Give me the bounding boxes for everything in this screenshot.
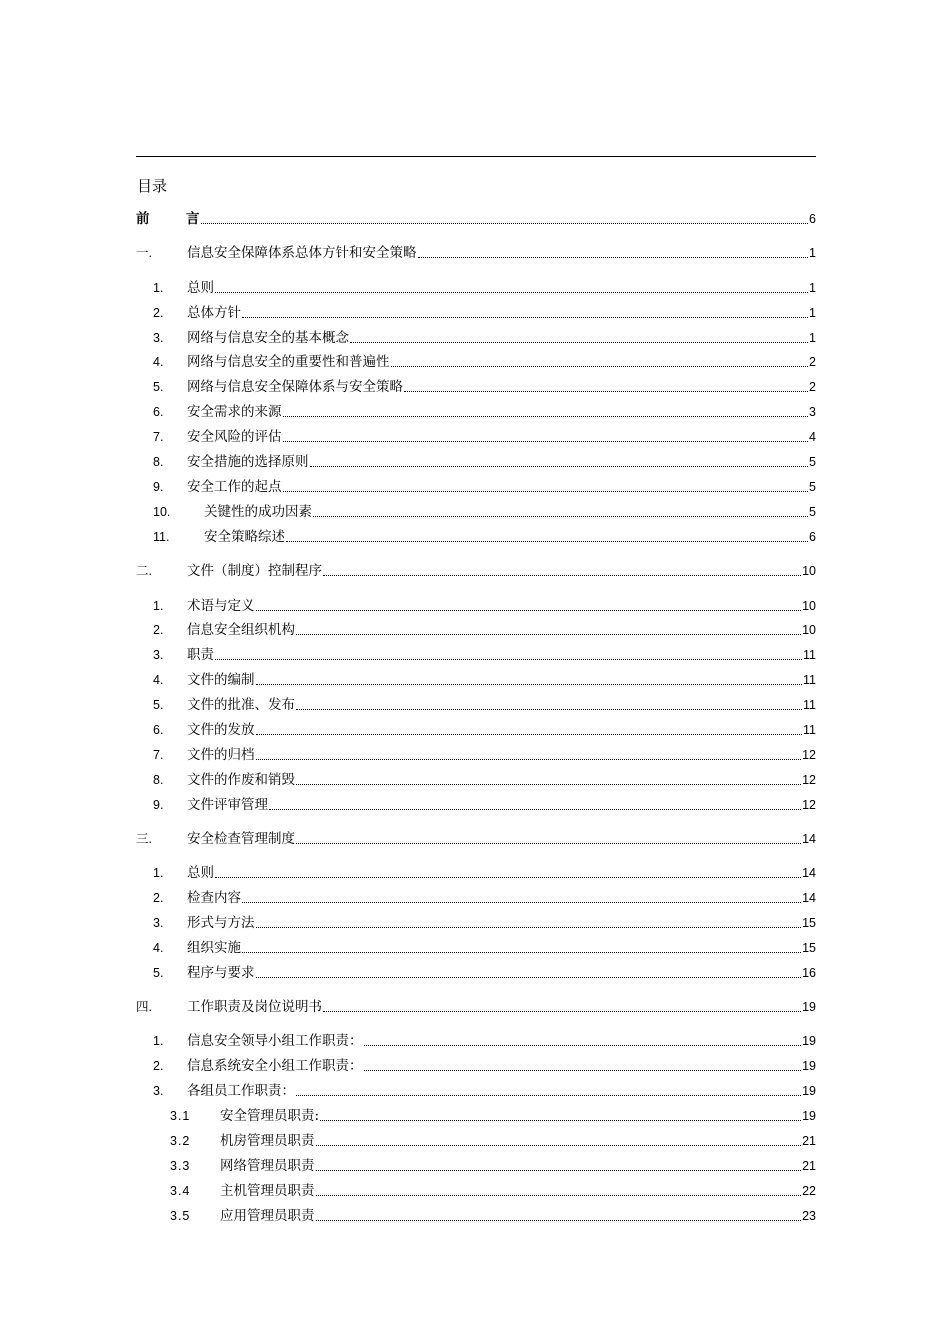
leader-dots <box>316 1144 802 1146</box>
toc-page-number: 19 <box>802 1084 816 1098</box>
toc-entry-number: 6. <box>153 405 164 419</box>
toc-page-number: 10 <box>802 564 816 578</box>
toc-entry-title: 安全管理员职责: <box>220 1108 320 1124</box>
toc-entry-title: 安全检查管理制度 <box>187 831 295 847</box>
toc-page-number: 10 <box>802 623 816 637</box>
toc-page-number: 11 <box>803 648 816 662</box>
toc-entry-number: 3.5 <box>170 1209 191 1223</box>
toc-page-number: 4 <box>809 430 816 444</box>
toc-entry[interactable] <box>136 997 816 1017</box>
toc-page-number: 1 <box>809 306 816 320</box>
toc-entry-number: 8. <box>153 773 164 787</box>
toc-entry-number: 5. <box>153 698 164 712</box>
toc-entry-title: 形式与方法 <box>187 915 255 931</box>
toc-page-number: 10 <box>802 599 816 613</box>
toc-entry-number: 二. <box>136 564 152 578</box>
leader-dots <box>296 783 801 785</box>
leader-dots <box>256 758 802 760</box>
toc-page-number: 11 <box>803 723 816 737</box>
toc-entry[interactable] <box>136 963 816 983</box>
preface-char-2: 言 <box>186 211 200 227</box>
toc-entry-number: 7. <box>153 430 164 444</box>
leader-dots <box>242 901 801 903</box>
leader-dots <box>296 1094 801 1096</box>
toc-entry-title: 组织实施 <box>187 940 241 956</box>
toc-page-number: 12 <box>802 748 816 762</box>
toc-page-number: 19 <box>802 1109 816 1123</box>
leader-dots <box>404 390 808 392</box>
toc-entry[interactable] <box>136 328 816 348</box>
leader-dots <box>418 256 809 258</box>
toc-entry-number: 一. <box>136 246 152 260</box>
toc-page-number: 1 <box>809 246 816 260</box>
toc-entry[interactable] <box>136 829 816 849</box>
toc-page-number: 19 <box>802 1034 816 1048</box>
toc-entry-title: 网络与信息安全的重要性和普遍性 <box>187 354 390 370</box>
toc-entry-number: 三. <box>136 832 152 846</box>
toc-entry-title: 程序与要求 <box>187 965 255 981</box>
toc-entry[interactable] <box>136 427 816 447</box>
toc-entry-preface[interactable] <box>136 209 816 229</box>
toc-entry-title: 文件（制度）控制程序 <box>187 563 322 579</box>
toc-entry-number: 5. <box>153 966 164 980</box>
toc-entry[interactable] <box>136 888 816 908</box>
toc-entry[interactable] <box>136 561 816 581</box>
toc-entry[interactable] <box>136 1031 816 1051</box>
toc-page-number: 1 <box>809 331 816 345</box>
toc-entry[interactable] <box>136 620 816 640</box>
toc-page-number: 2 <box>809 380 816 394</box>
toc-entry-title: 信息安全组织机构 <box>187 622 295 638</box>
toc-entry-title: 信息系统安全小组工作职责： <box>187 1058 363 1074</box>
toc-entry-title: 各组员工作职责： <box>187 1083 295 1099</box>
toc-title: 目录 <box>137 177 168 195</box>
toc-entry-number: 3. <box>153 331 164 345</box>
toc-entry-title: 安全需求的来源 <box>187 404 282 420</box>
toc-entry[interactable] <box>136 1106 816 1126</box>
toc-entry[interactable] <box>136 720 816 740</box>
toc-entry-number: 1. <box>153 281 164 295</box>
leader-dots <box>242 316 808 318</box>
toc-page-number: 12 <box>802 773 816 787</box>
toc-entry[interactable] <box>136 863 816 883</box>
leader-dots <box>256 683 803 685</box>
leader-dots <box>296 842 801 844</box>
toc-entry[interactable] <box>136 770 816 790</box>
toc-entry-title: 安全工作的起点 <box>187 479 282 495</box>
toc-entry[interactable] <box>136 303 816 323</box>
toc-entry[interactable] <box>136 452 816 472</box>
toc-page-number: 15 <box>802 941 816 955</box>
toc-entry-number: 4. <box>153 673 164 687</box>
toc-entry[interactable] <box>136 795 816 815</box>
toc-entry-title: 网络管理员职责 <box>220 1158 315 1174</box>
header-rule <box>136 156 816 157</box>
toc-page-number: 5 <box>809 480 816 494</box>
toc-entry-title: 文件的编制 <box>187 672 255 688</box>
toc-entry[interactable] <box>136 695 816 715</box>
toc-entry-title: 工作职责及岗位说明书 <box>187 999 322 1015</box>
toc-entry-number: 8. <box>153 455 164 469</box>
toc-entry-number: 2. <box>153 1059 164 1073</box>
leader-dots <box>283 415 809 417</box>
toc-entry[interactable] <box>136 745 816 765</box>
leader-dots <box>296 708 802 710</box>
leader-dots <box>269 808 801 810</box>
toc-page-number: 22 <box>802 1184 816 1198</box>
toc-entry[interactable] <box>136 645 816 665</box>
leader-dots <box>323 574 801 576</box>
toc-entry-title: 安全风险的评估 <box>187 429 282 445</box>
toc-entry-number: 11. <box>153 530 170 544</box>
toc-entry[interactable] <box>136 1181 816 1201</box>
toc-page-number: 14 <box>802 866 816 880</box>
toc-page-number: 19 <box>802 1000 816 1014</box>
toc-entry-number: 1. <box>153 1034 164 1048</box>
leader-dots <box>242 951 801 953</box>
toc-page-number: 12 <box>802 798 816 812</box>
toc-entry-number: 9. <box>153 798 164 812</box>
toc-entry-title: 文件的批准、发布 <box>187 697 295 713</box>
toc-page-number: 15 <box>802 916 816 930</box>
toc-entry-title: 文件的归档 <box>187 747 255 763</box>
toc-entry-title: 应用管理员职责 <box>220 1208 315 1224</box>
toc-entry-number: 4. <box>153 355 164 369</box>
toc-entry-number: 2. <box>153 891 164 905</box>
toc-entry-number: 3. <box>153 648 164 662</box>
leader-dots <box>364 1069 802 1071</box>
toc-entry-number: 3.1 <box>170 1109 191 1123</box>
toc-page-number: 6 <box>809 212 816 226</box>
toc-page-number: 16 <box>802 966 816 980</box>
toc-entry-title: 机房管理员职责 <box>220 1133 315 1149</box>
toc-entry-number: 1. <box>153 599 164 613</box>
toc-entry-title: 主机管理员职责 <box>220 1183 315 1199</box>
toc-entry-title: 网络与信息安全的基本概念 <box>187 330 349 346</box>
toc-page-number: 11 <box>803 698 816 712</box>
leader-dots <box>215 291 808 293</box>
leader-dots <box>283 440 809 442</box>
toc-entry-title: 文件的作废和销毁 <box>187 772 295 788</box>
toc-entry[interactable] <box>136 502 816 522</box>
toc-entry-number: 6. <box>153 723 164 737</box>
toc-entry-number: 3. <box>153 1084 164 1098</box>
toc-entry[interactable] <box>136 1156 816 1176</box>
toc-entry[interactable] <box>136 938 816 958</box>
toc-entry-title: 关键性的成功因素 <box>204 504 312 520</box>
leader-dots <box>323 1010 801 1012</box>
leader-dots <box>364 1044 802 1046</box>
toc-entry-title: 职责 <box>187 647 214 663</box>
toc-entry-number: 10. <box>153 505 171 519</box>
toc-entry-number: 3.2 <box>170 1134 191 1148</box>
toc-entry-number: 2. <box>153 306 164 320</box>
preface-char-1: 前 <box>136 211 150 227</box>
leader-dots <box>286 540 808 542</box>
leader-dots <box>256 976 802 978</box>
toc-entry-title: 安全措施的选择原则 <box>187 454 309 470</box>
toc-page-number: 5 <box>809 455 816 469</box>
leader-dots <box>313 515 808 517</box>
toc-entry-title: 文件的发放 <box>187 722 255 738</box>
toc-entry-title: 安全策略综述 <box>204 529 285 545</box>
toc-page-number: 21 <box>802 1159 816 1173</box>
toc-entry-number: 1. <box>153 866 164 880</box>
toc-entry-number: 3.3 <box>170 1159 191 1173</box>
leader-dots <box>296 633 801 635</box>
toc-entry[interactable] <box>136 477 816 497</box>
leader-dots <box>256 609 802 611</box>
toc-entry-title: 网络与信息安全保障体系与安全策略 <box>187 379 403 395</box>
toc-entry[interactable] <box>136 913 816 933</box>
leader-dots <box>215 876 801 878</box>
leader-dots <box>283 490 809 492</box>
toc-entry-number: 7. <box>153 748 164 762</box>
leader-dots <box>310 465 809 467</box>
leader-dots <box>215 658 802 660</box>
toc-entry-title: 信息安全保障体系总体方针和安全策略 <box>187 245 417 261</box>
toc-entry-number: 4. <box>153 941 164 955</box>
toc-entry-title: 总则 <box>187 280 214 296</box>
leader-dots <box>391 365 809 367</box>
toc-page-number: 2 <box>809 355 816 369</box>
toc-entry-title: 总则 <box>187 865 214 881</box>
toc-page-number: 19 <box>802 1059 816 1073</box>
toc-entry[interactable] <box>136 243 816 263</box>
toc-entry-title: 信息安全领导小组工作职责： <box>187 1033 363 1049</box>
leader-dots <box>316 1194 802 1196</box>
toc-entry[interactable] <box>136 596 816 616</box>
toc-page-number: 6 <box>809 530 816 544</box>
toc-page-number: 14 <box>802 832 816 846</box>
toc-entry[interactable] <box>136 1056 816 1076</box>
toc-entry[interactable] <box>136 1131 816 1151</box>
toc-entry[interactable] <box>136 670 816 690</box>
toc-entry-number: 四. <box>136 1000 152 1014</box>
toc-entry-title: 总体方针 <box>187 305 241 321</box>
toc-entry[interactable] <box>136 377 816 397</box>
toc-entry[interactable] <box>136 527 816 547</box>
toc-entry[interactable] <box>136 1081 816 1101</box>
toc-entry[interactable] <box>136 278 816 298</box>
leader-dots <box>350 341 808 343</box>
leader-dots <box>320 1119 801 1121</box>
toc-entry-title: 检查内容 <box>187 890 241 906</box>
toc-page-number: 3 <box>809 405 816 419</box>
leader-dots <box>201 222 809 224</box>
leader-dots <box>316 1219 802 1221</box>
toc-entry-number: 3. <box>153 916 164 930</box>
toc-entry-title: 术语与定义 <box>187 598 255 614</box>
toc-page-number: 14 <box>802 891 816 905</box>
toc-entry[interactable] <box>136 1206 816 1226</box>
toc-page-number: 23 <box>802 1209 816 1223</box>
toc-page-number: 1 <box>809 281 816 295</box>
toc-entry[interactable] <box>136 352 816 372</box>
toc-page-number: 21 <box>802 1134 816 1148</box>
leader-dots <box>256 926 802 928</box>
toc-entry-number: 3.4 <box>170 1184 191 1198</box>
leader-dots <box>316 1169 802 1171</box>
toc-entry-number: 5. <box>153 380 164 394</box>
toc-entry[interactable] <box>136 402 816 422</box>
leader-dots <box>256 733 803 735</box>
toc-entry-number: 9. <box>153 480 164 494</box>
toc-page-number: 5 <box>809 505 816 519</box>
toc-entry-number: 2. <box>153 623 164 637</box>
toc-page-number: 11 <box>803 673 816 687</box>
toc-entry-title: 文件评审管理 <box>187 797 268 813</box>
